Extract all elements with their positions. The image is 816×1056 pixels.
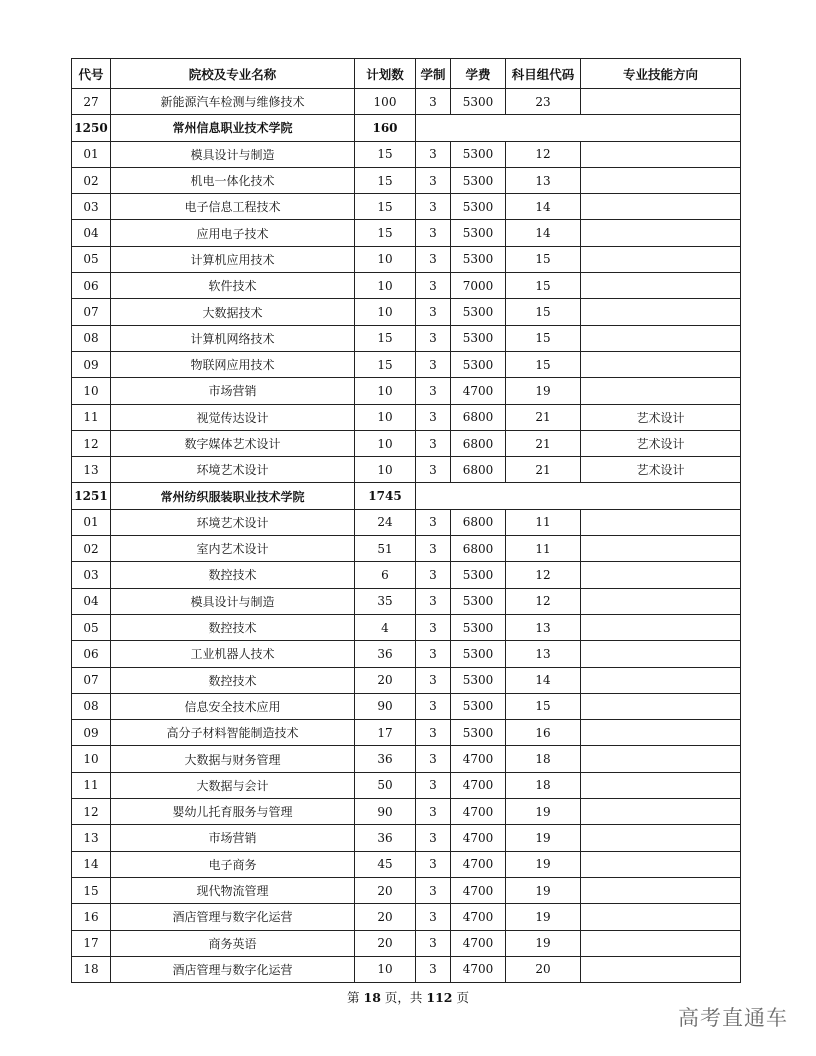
table-row: [72, 299, 741, 325]
cell-direction: [581, 667, 741, 693]
cell-plan: 35: [355, 588, 416, 614]
cell-subject-code: 15: [506, 693, 581, 719]
cell-plan: 90: [355, 693, 416, 719]
cell-direction: [581, 641, 741, 667]
cell-code: 04: [72, 588, 111, 614]
cell-direction: [581, 956, 741, 982]
cell-direction: [581, 877, 741, 903]
table-row: [72, 536, 741, 562]
cell-direction: [581, 930, 741, 956]
cell-code: 06: [72, 273, 111, 299]
cell-direction: [581, 851, 741, 877]
footer-page-number: 18: [363, 990, 381, 1005]
cell-subject-code: 15: [506, 299, 581, 325]
cell-fee: 5300: [451, 194, 506, 220]
cell-plan: 10: [355, 273, 416, 299]
cell-direction: [581, 351, 741, 377]
cell-code: 05: [72, 246, 111, 272]
cell-direction: [581, 141, 741, 167]
cell-direction: [581, 772, 741, 798]
cell-subject-code: 13: [506, 641, 581, 667]
table-row: [72, 956, 741, 982]
cell-subject-code: 21: [506, 457, 581, 483]
school-code: 1251: [72, 483, 111, 509]
cell-direction: [581, 536, 741, 562]
cell-subject-code: 15: [506, 325, 581, 351]
cell-subject-code: 12: [506, 588, 581, 614]
cell-code: 07: [72, 299, 111, 325]
cell-name: 模具设计与制造: [111, 588, 355, 614]
cell-subject-code: 13: [506, 614, 581, 640]
cell-fee: 5300: [451, 141, 506, 167]
header-plan: 计划数: [355, 59, 416, 89]
table-row: [72, 457, 741, 483]
cell-direction: [581, 325, 741, 351]
cell-subject-code: 11: [506, 509, 581, 535]
school-row: [72, 483, 741, 509]
cell-plan: 36: [355, 825, 416, 851]
cell-years: 3: [416, 351, 451, 377]
table-row: [72, 273, 741, 299]
cell-name: 数控技术: [111, 667, 355, 693]
cell-years: 3: [416, 720, 451, 746]
cell-fee: 4700: [451, 799, 506, 825]
cell-plan: 10: [355, 457, 416, 483]
cell-name: 环境艺术设计: [111, 509, 355, 535]
cell-plan: 6: [355, 562, 416, 588]
cell-subject-code: 19: [506, 904, 581, 930]
cell-direction: [581, 746, 741, 772]
table-row: [72, 562, 741, 588]
cell-years: 3: [416, 246, 451, 272]
cell-plan: 4: [355, 614, 416, 640]
table-row: [72, 509, 741, 535]
cell-plan: 15: [355, 325, 416, 351]
table-header-row: [72, 59, 741, 89]
cell-direction: [581, 509, 741, 535]
cell-fee: 4700: [451, 930, 506, 956]
cell-years: 3: [416, 457, 451, 483]
cell-name: 现代物流管理: [111, 877, 355, 903]
cell-plan: 15: [355, 351, 416, 377]
cell-plan: 20: [355, 667, 416, 693]
cell-code: 13: [72, 457, 111, 483]
cell-fee: 4700: [451, 825, 506, 851]
cell-fee: 6800: [451, 404, 506, 430]
cell-fee: 5300: [451, 693, 506, 719]
cell-name: 新能源汽车检测与维修技术: [111, 89, 355, 115]
cell-fee: 7000: [451, 273, 506, 299]
cell-years: 3: [416, 562, 451, 588]
cell-name: 大数据与财务管理: [111, 746, 355, 772]
cell-years: 3: [416, 825, 451, 851]
cell-years: 3: [416, 167, 451, 193]
cell-plan: 20: [355, 904, 416, 930]
footer-suffix: 页: [456, 990, 469, 1005]
cell-plan: 10: [355, 246, 416, 272]
cell-fee: 4700: [451, 378, 506, 404]
cell-name: 高分子材料智能制造技术: [111, 720, 355, 746]
table-row: [72, 799, 741, 825]
cell-years: 3: [416, 667, 451, 693]
cell-name: 商务英语: [111, 930, 355, 956]
cell-plan: 51: [355, 536, 416, 562]
cell-name: 视觉传达设计: [111, 404, 355, 430]
cell-code: 02: [72, 167, 111, 193]
cell-years: 3: [416, 588, 451, 614]
cell-fee: 5300: [451, 167, 506, 193]
header-subject-code: 科目组代码: [506, 59, 581, 89]
cell-name: 环境艺术设计: [111, 457, 355, 483]
cell-years: 3: [416, 220, 451, 246]
cell-direction: [581, 799, 741, 825]
cell-subject-code: 23: [506, 89, 581, 115]
cell-plan: 100: [355, 89, 416, 115]
cell-code: 15: [72, 877, 111, 903]
cell-fee: 6800: [451, 457, 506, 483]
school-code: 1250: [72, 115, 111, 141]
cell-fee: 4700: [451, 956, 506, 982]
cell-direction: [581, 825, 741, 851]
watermark-text: 高考直通车: [678, 1006, 788, 1030]
cell-plan: 50: [355, 772, 416, 798]
cell-years: 3: [416, 799, 451, 825]
cell-years: 3: [416, 141, 451, 167]
table-row: [72, 667, 741, 693]
cell-plan: 15: [355, 167, 416, 193]
table-row: [72, 825, 741, 851]
cell-fee: 4700: [451, 904, 506, 930]
table-row: [72, 930, 741, 956]
cell-plan: 20: [355, 877, 416, 903]
cell-subject-code: 15: [506, 246, 581, 272]
table-body: [72, 89, 741, 983]
cell-plan: 15: [355, 141, 416, 167]
cell-name: 计算机应用技术: [111, 246, 355, 272]
cell-code: 05: [72, 614, 111, 640]
cell-direction: [581, 167, 741, 193]
cell-years: 3: [416, 509, 451, 535]
table-row: [72, 588, 741, 614]
table-row: [72, 141, 741, 167]
cell-name: 物联网应用技术: [111, 351, 355, 377]
cell-code: 18: [72, 956, 111, 982]
cell-subject-code: 18: [506, 746, 581, 772]
footer-total-pages: 112: [426, 990, 453, 1005]
cell-years: 3: [416, 772, 451, 798]
cell-code: 01: [72, 509, 111, 535]
cell-plan: 10: [355, 430, 416, 456]
cell-name: 模具设计与制造: [111, 141, 355, 167]
cell-subject-code: 21: [506, 430, 581, 456]
cell-code: 09: [72, 351, 111, 377]
cell-fee: 5300: [451, 588, 506, 614]
enrollment-plan-table: [71, 58, 741, 983]
cell-years: 3: [416, 299, 451, 325]
cell-code: 10: [72, 746, 111, 772]
table-row: [72, 220, 741, 246]
cell-fee: 6800: [451, 509, 506, 535]
cell-direction: [581, 720, 741, 746]
cell-code: 10: [72, 378, 111, 404]
cell-years: 3: [416, 904, 451, 930]
cell-direction: [581, 273, 741, 299]
cell-subject-code: 19: [506, 378, 581, 404]
cell-subject-code: 19: [506, 930, 581, 956]
cell-years: 3: [416, 641, 451, 667]
table-row: [72, 641, 741, 667]
cell-fee: 6800: [451, 430, 506, 456]
cell-code: 12: [72, 799, 111, 825]
cell-code: 16: [72, 904, 111, 930]
cell-years: 3: [416, 877, 451, 903]
cell-fee: 5300: [451, 89, 506, 115]
cell-direction: [581, 299, 741, 325]
cell-years: 3: [416, 614, 451, 640]
table-row: [72, 351, 741, 377]
cell-code: 11: [72, 404, 111, 430]
table-row: [72, 378, 741, 404]
cell-years: 3: [416, 325, 451, 351]
cell-plan: 15: [355, 194, 416, 220]
cell-code: 03: [72, 562, 111, 588]
cell-direction: 艺术设计: [581, 430, 741, 456]
cell-fee: 5300: [451, 641, 506, 667]
cell-code: 04: [72, 220, 111, 246]
cell-direction: [581, 588, 741, 614]
cell-fee: 5300: [451, 325, 506, 351]
table-row: [72, 194, 741, 220]
cell-plan: 36: [355, 746, 416, 772]
cell-code: 02: [72, 536, 111, 562]
cell-name: 婴幼儿托育服务与管理: [111, 799, 355, 825]
cell-subject-code: 14: [506, 194, 581, 220]
cell-direction: [581, 562, 741, 588]
cell-years: 3: [416, 89, 451, 115]
cell-fee: 4700: [451, 877, 506, 903]
cell-years: 3: [416, 693, 451, 719]
cell-code: 11: [72, 772, 111, 798]
footer-prefix: 第: [347, 990, 360, 1005]
header-direction: 专业技能方向: [581, 59, 741, 89]
header-name: 院校及专业名称: [111, 59, 355, 89]
cell-code: 13: [72, 825, 111, 851]
cell-plan: 20: [355, 930, 416, 956]
cell-years: 3: [416, 404, 451, 430]
cell-fee: 4700: [451, 772, 506, 798]
cell-plan: 90: [355, 799, 416, 825]
table-row: [72, 904, 741, 930]
cell-years: 3: [416, 194, 451, 220]
cell-name: 数控技术: [111, 614, 355, 640]
table-row: [72, 89, 741, 115]
cell-name: 酒店管理与数字化运营: [111, 904, 355, 930]
cell-fee: 4700: [451, 851, 506, 877]
cell-subject-code: 20: [506, 956, 581, 982]
cell-direction: [581, 614, 741, 640]
cell-plan: 10: [355, 404, 416, 430]
school-name: 常州信息职业技术学院: [111, 115, 355, 141]
cell-direction: [581, 693, 741, 719]
cell-name: 机电一体化技术: [111, 167, 355, 193]
table-row: [72, 772, 741, 798]
header-fee: 学费: [451, 59, 506, 89]
cell-name: 计算机网络技术: [111, 325, 355, 351]
header-code: 代号: [72, 59, 111, 89]
school-plan-total: 160: [355, 115, 416, 141]
cell-direction: [581, 378, 741, 404]
cell-years: 3: [416, 851, 451, 877]
cell-name: 市场营销: [111, 378, 355, 404]
cell-subject-code: 16: [506, 720, 581, 746]
cell-direction: 艺术设计: [581, 457, 741, 483]
cell-fee: 5300: [451, 667, 506, 693]
cell-subject-code: 15: [506, 273, 581, 299]
cell-name: 信息安全技术应用: [111, 693, 355, 719]
cell-years: 3: [416, 536, 451, 562]
cell-plan: 10: [355, 299, 416, 325]
cell-subject-code: 12: [506, 141, 581, 167]
cell-name: 软件技术: [111, 273, 355, 299]
cell-years: 3: [416, 956, 451, 982]
table-row: [72, 693, 741, 719]
cell-plan: 24: [355, 509, 416, 535]
cell-code: 08: [72, 693, 111, 719]
cell-name: 应用电子技术: [111, 220, 355, 246]
school-plan-total: 1745: [355, 483, 416, 509]
cell-years: 3: [416, 378, 451, 404]
cell-plan: 36: [355, 641, 416, 667]
table-row: [72, 720, 741, 746]
cell-code: 27: [72, 89, 111, 115]
cell-name: 数控技术: [111, 562, 355, 588]
cell-subject-code: 19: [506, 799, 581, 825]
cell-fee: 5300: [451, 299, 506, 325]
table-row: [72, 246, 741, 272]
cell-code: 17: [72, 930, 111, 956]
cell-subject-code: 21: [506, 404, 581, 430]
header-years: 学制: [416, 59, 451, 89]
table-row: [72, 614, 741, 640]
cell-plan: 45: [355, 851, 416, 877]
cell-code: 14: [72, 851, 111, 877]
table-row: [72, 746, 741, 772]
cell-name: 酒店管理与数字化运营: [111, 956, 355, 982]
cell-subject-code: 15: [506, 351, 581, 377]
cell-plan: 17: [355, 720, 416, 746]
table-row: [72, 404, 741, 430]
cell-name: 市场营销: [111, 825, 355, 851]
cell-code: 06: [72, 641, 111, 667]
school-name: 常州纺织服装职业技术学院: [111, 483, 355, 509]
table-row: [72, 167, 741, 193]
cell-fee: 5300: [451, 220, 506, 246]
cell-plan: 15: [355, 220, 416, 246]
cell-fee: 5300: [451, 720, 506, 746]
school-row-blank: [416, 115, 741, 141]
cell-code: 12: [72, 430, 111, 456]
cell-years: 3: [416, 930, 451, 956]
cell-direction: [581, 220, 741, 246]
cell-years: 3: [416, 746, 451, 772]
cell-direction: [581, 194, 741, 220]
cell-subject-code: 11: [506, 536, 581, 562]
cell-name: 电子商务: [111, 851, 355, 877]
cell-name: 室内艺术设计: [111, 536, 355, 562]
cell-subject-code: 19: [506, 825, 581, 851]
cell-years: 3: [416, 430, 451, 456]
cell-subject-code: 14: [506, 220, 581, 246]
cell-fee: 5300: [451, 351, 506, 377]
table-row: [72, 851, 741, 877]
cell-name: 电子信息工程技术: [111, 194, 355, 220]
cell-direction: [581, 89, 741, 115]
cell-subject-code: 14: [506, 667, 581, 693]
cell-code: 07: [72, 667, 111, 693]
school-row-blank: [416, 483, 741, 509]
cell-subject-code: 13: [506, 167, 581, 193]
cell-direction: 艺术设计: [581, 404, 741, 430]
table-row: [72, 877, 741, 903]
cell-subject-code: 19: [506, 877, 581, 903]
cell-fee: 5300: [451, 246, 506, 272]
school-row: [72, 115, 741, 141]
cell-name: 工业机器人技术: [111, 641, 355, 667]
footer-middle: 页，共: [384, 990, 423, 1005]
cell-plan: 10: [355, 956, 416, 982]
cell-fee: 6800: [451, 536, 506, 562]
cell-fee: 4700: [451, 746, 506, 772]
table-row: [72, 430, 741, 456]
cell-name: 数字媒体艺术设计: [111, 430, 355, 456]
cell-years: 3: [416, 273, 451, 299]
cell-code: 09: [72, 720, 111, 746]
cell-name: 大数据与会计: [111, 772, 355, 798]
cell-fee: 5300: [451, 614, 506, 640]
cell-code: 01: [72, 141, 111, 167]
cell-name: 大数据技术: [111, 299, 355, 325]
cell-subject-code: 18: [506, 772, 581, 798]
cell-direction: [581, 246, 741, 272]
cell-subject-code: 19: [506, 851, 581, 877]
cell-code: 03: [72, 194, 111, 220]
cell-direction: [581, 904, 741, 930]
cell-fee: 5300: [451, 562, 506, 588]
table-row: [72, 325, 741, 351]
cell-plan: 10: [355, 378, 416, 404]
cell-code: 08: [72, 325, 111, 351]
cell-subject-code: 12: [506, 562, 581, 588]
